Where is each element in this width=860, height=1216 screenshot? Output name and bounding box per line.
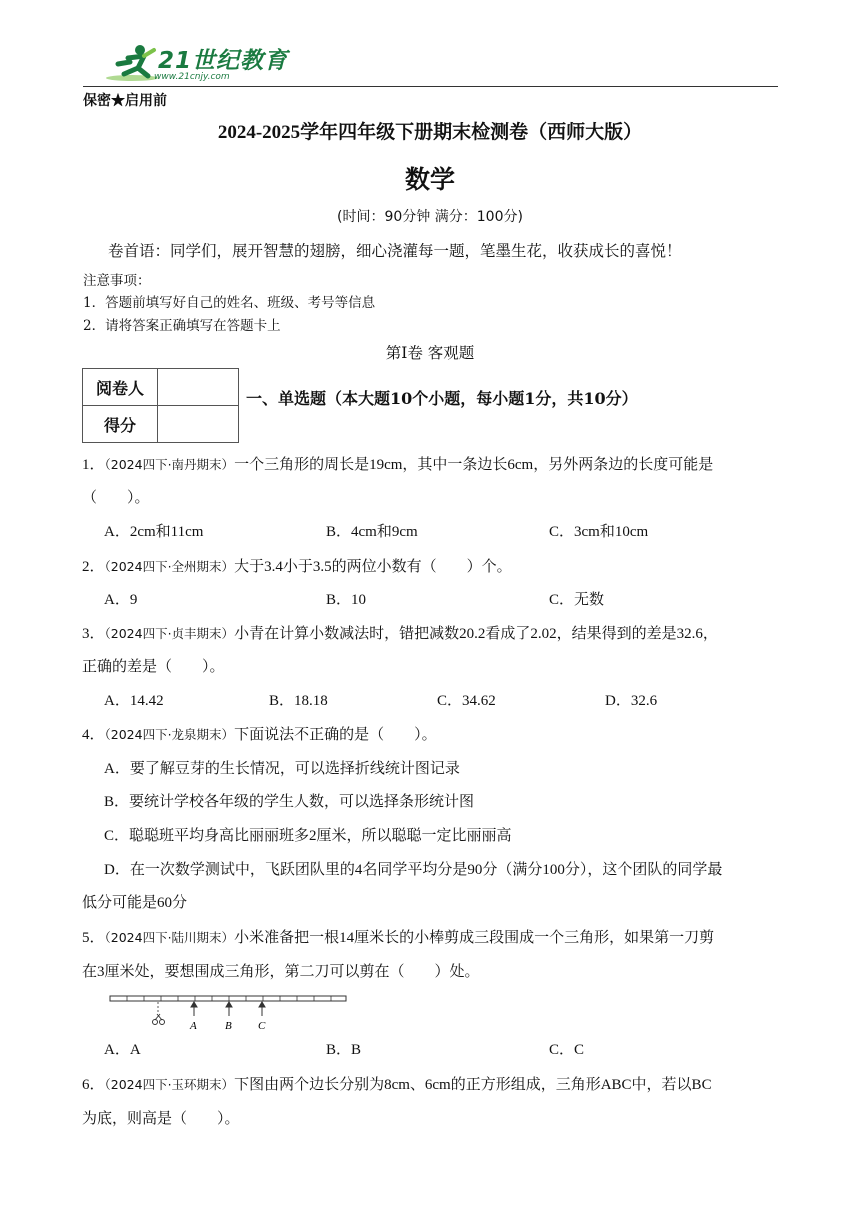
question-text-cont: 在3厘米处，要想围成三角形，第二刀可以剪在（ ）处。 <box>82 964 480 980</box>
volume-title: 第Ⅰ卷 客观题 <box>385 344 475 362</box>
question-number: 1． <box>82 457 105 473</box>
question-6 <box>82 1073 712 1094</box>
question-source: （2024四下·全州期末） <box>104 559 235 574</box>
logo-url: www.21cnjy.com <box>154 72 230 82</box>
notice-title: 注意事项： <box>83 273 151 289</box>
option-d-cont: 低分可能是60分 <box>82 895 188 911</box>
question-3 <box>82 622 718 643</box>
score-cell[interactable] <box>158 406 239 443</box>
question-number: 6． <box>82 1077 105 1093</box>
question-text-cont: 为底，则高是（ ）。 <box>82 1111 240 1127</box>
question-number: 3． <box>82 626 105 642</box>
option-b[interactable]: B．18.18 <box>269 693 328 709</box>
header-divider <box>83 86 778 87</box>
option-b[interactable]: B．10 <box>326 592 367 608</box>
notice-item: 1．答题前填写好自己的姓名、班级、考号等信息 <box>83 295 376 311</box>
question-text-cont: （ ）。 <box>82 490 150 506</box>
score-table <box>82 368 239 443</box>
question-source: （2024四下·龙泉期末） <box>104 727 235 742</box>
question-source: （2024四下·玉环期末） <box>104 1077 235 1092</box>
subject-title: 数学 <box>404 165 455 194</box>
figure-label-b: B <box>225 1020 232 1032</box>
question-text: 大于3.4小于3.5的两位小数有（ ）个。 <box>234 559 512 575</box>
question-text: 下面说法不正确的是（ ）。 <box>234 727 437 743</box>
question-5 <box>82 926 714 947</box>
reviewer-cell[interactable] <box>158 369 239 406</box>
score-label: 得分 <box>83 406 158 443</box>
question-text: 下图由两个边长分别为8cm、6cm的正方形组成，三角形ABC中，若以BC <box>234 1077 712 1093</box>
question-source: （2024四下·贞丰期末） <box>104 626 235 641</box>
option-b[interactable]: B．4cm和9cm <box>326 524 418 540</box>
question-number: 5． <box>82 930 105 946</box>
arrow-b-icon <box>226 1002 232 1016</box>
logo-text: 21世纪教育 <box>158 48 289 74</box>
question-text: 小米准备把一根14厘米长的小棒剪成三段围成一个三角形，如果第一刀剪 <box>234 930 715 946</box>
option-a[interactable]: A．14.42 <box>104 693 164 709</box>
option-a[interactable]: A．9 <box>104 592 138 608</box>
question-text-cont: 正确的差是（ ）。 <box>82 659 225 675</box>
arrow-c-icon <box>259 1002 265 1016</box>
question-2 <box>82 555 512 576</box>
question-text: 小青在计算小数减法时，错把减数20.2看成了2.02，结果得到的差是32.6， <box>234 626 718 642</box>
option-d[interactable]: D．在一次数学测试中，飞跃团队里的4名同学平均分是90分（满分100分），这个团队的同学最 <box>104 862 723 878</box>
option-c[interactable]: C．C <box>549 1042 585 1058</box>
ruler-figure <box>108 994 348 1034</box>
time-info: (时间：90分钟 满分：100分) <box>337 209 523 225</box>
scissors-icon <box>153 1002 165 1025</box>
question-1 <box>82 453 713 474</box>
section-heading: 一、单选题（本大题10个小题，每小题1分，共10分） <box>246 389 638 408</box>
question-text: 一个三角形的周长是19cm，其中一条边长6cm，另外两条边的长度可能是 <box>234 457 714 473</box>
option-d[interactable]: D．32.6 <box>605 693 658 709</box>
option-a[interactable]: A．要了解豆芽的生长情况，可以选择折线统计图记录 <box>104 761 460 777</box>
option-c[interactable]: C．无数 <box>549 592 605 608</box>
question-source: （2024四下·南丹期末） <box>104 457 235 472</box>
option-c[interactable]: C．34.62 <box>437 693 496 709</box>
option-a[interactable]: A．A <box>104 1042 141 1058</box>
question-4 <box>82 723 437 744</box>
option-c[interactable]: C．3cm和10cm <box>549 524 649 540</box>
question-number: 2． <box>82 559 105 575</box>
arrow-a-icon <box>191 1002 197 1016</box>
notice-item: 2．请将答案正确填写在答题卡上 <box>83 318 281 334</box>
reviewer-label: 阅卷人 <box>83 369 158 406</box>
preface-text: 卷首语：同学们，展开智慧的翅膀，细心浇灌每一题，笔墨生花，收获成长的喜悦！ <box>108 242 682 260</box>
confidential-label: 保密★启用前 <box>83 93 167 109</box>
figure-label-c: C <box>258 1020 266 1032</box>
option-c[interactable]: C．聪聪班平均身高比丽丽班多2厘米，所以聪聪一定比丽丽高 <box>104 828 512 844</box>
figure-label-a: A <box>190 1020 197 1032</box>
option-b[interactable]: B．B <box>326 1042 362 1058</box>
question-number: 4． <box>82 727 105 743</box>
option-a[interactable]: A．2cm和11cm <box>104 524 204 540</box>
exam-title: 2024-2025学年四年级下册期末检测卷（西师大版） <box>217 122 643 143</box>
question-source: （2024四下·陆川期末） <box>104 930 235 945</box>
option-b[interactable]: B．要统计学校各年级的学生人数，可以选择条形统计图 <box>104 794 475 810</box>
